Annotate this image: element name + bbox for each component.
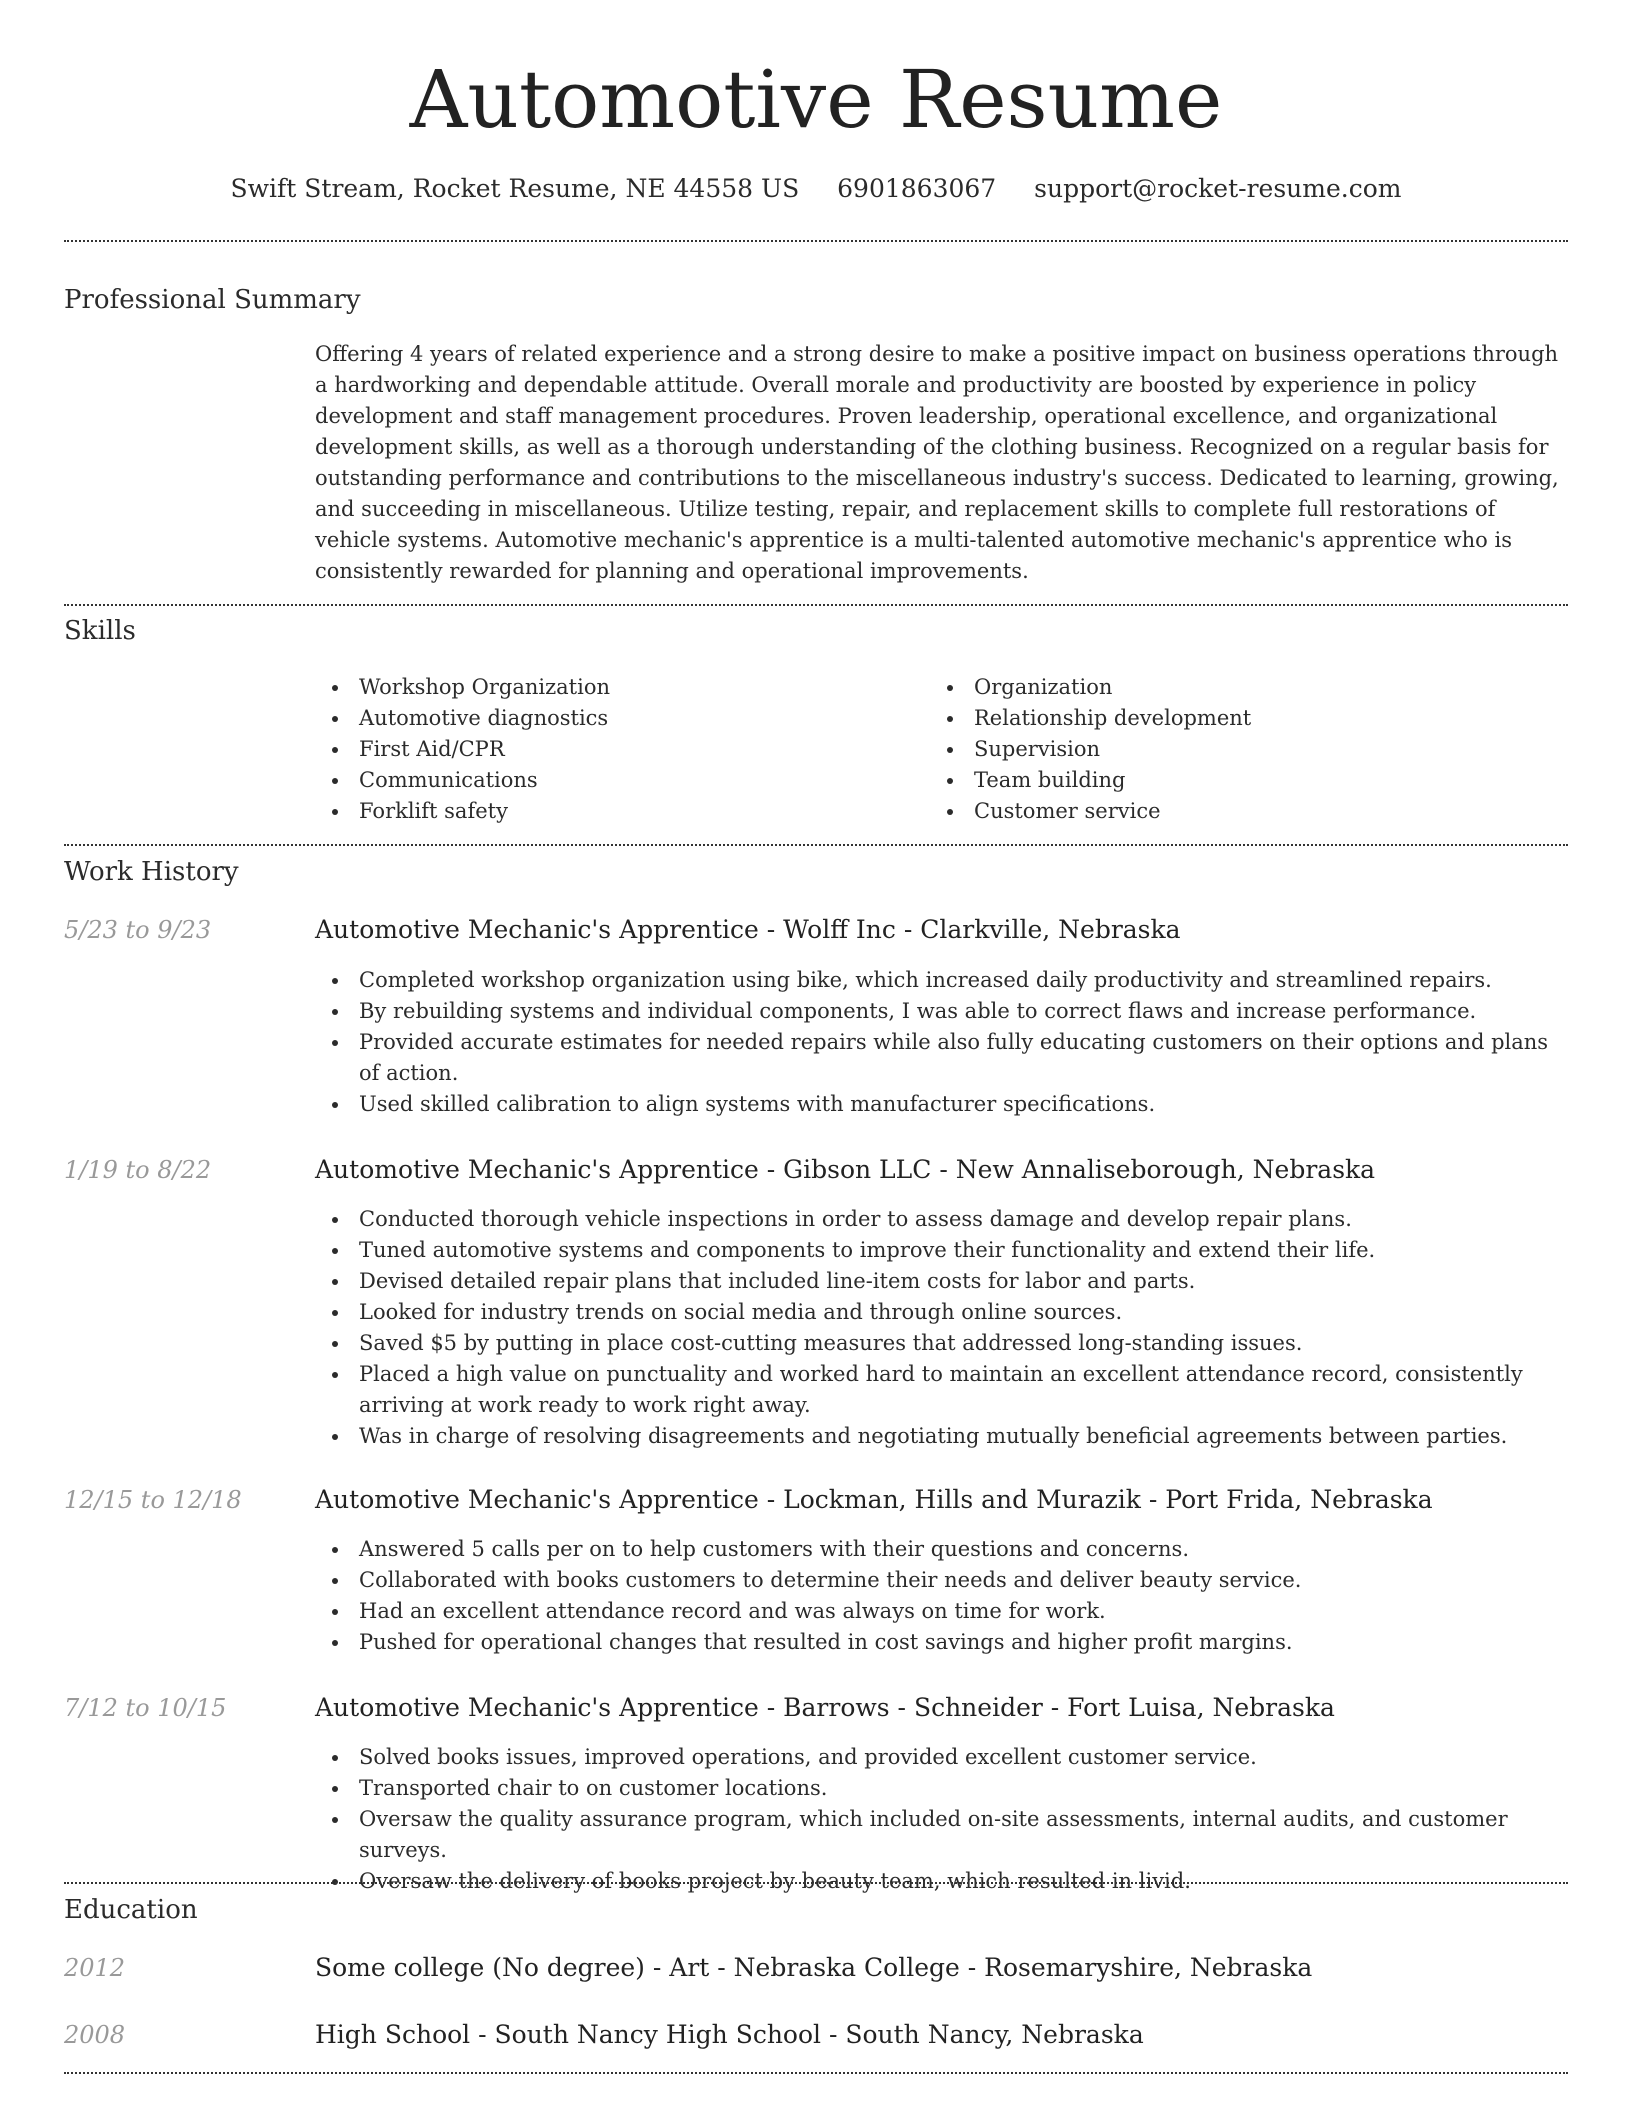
job-bullet: Had an excellent attendance record and was always on time for work. — [315, 1596, 1568, 1627]
job-bullets — [315, 1742, 1568, 1897]
job-dates: 5/23 to 9/23 — [64, 916, 212, 944]
job-bullet: Placed a high value on punctuality and worked hard to maintain an excellent attendance record, consistently arriving at work ready to work right away. — [315, 1359, 1568, 1421]
skill-item: Organization — [930, 672, 1530, 703]
job-bullet: Oversaw the delivery of books project by beauty team, which resulted in livid. — [315, 1866, 1568, 1897]
divider — [64, 1882, 1568, 1884]
job-bullet: Saved $5 by putting in place cost-cutting measures that addressed long-standing issues. — [315, 1328, 1568, 1359]
job-bullet: Completed workshop organization using bike, which increased daily productivity and streamlined repairs. — [315, 965, 1568, 996]
section-heading-summary: Professional Summary — [64, 285, 361, 315]
job-bullet: Was in charge of resolving disagreements and negotiating mutually beneficial agreements between parties. — [315, 1421, 1568, 1452]
contact-address: Swift Stream, Rocket Resume, NE 44558 US — [230, 174, 800, 203]
education-title: Some college (No degree) - Art - Nebraska College - Rosemaryshire, Nebraska — [315, 1953, 1313, 1982]
job-bullet: Collaborated with books customers to determine their needs and deliver beauty service. — [315, 1565, 1568, 1596]
job-bullet: Looked for industry trends on social media and through online sources. — [315, 1297, 1568, 1328]
job-title: Automotive Mechanic's Apprentice - Wolff Inc - Clarkville, Nebraska — [315, 915, 1181, 944]
job-title: Automotive Mechanic's Apprentice - Barrows - Schneider - Fort Luisa, Nebraska — [315, 1693, 1335, 1722]
divider — [64, 844, 1568, 846]
section-heading-skills: Skills — [64, 616, 136, 646]
job-dates: 7/12 to 10/15 — [64, 1694, 227, 1722]
job-bullet: Pushed for operational changes that resulted in cost savings and higher profit margins. — [315, 1627, 1568, 1658]
job-bullet: Provided accurate estimates for needed repairs while also fully educating customers on their options and plans of action. — [315, 1027, 1568, 1089]
divider — [64, 240, 1568, 242]
job-bullet: Tuned automotive systems and components to improve their functionality and extend their life. — [315, 1235, 1568, 1266]
skill-item: Relationship development — [930, 703, 1530, 734]
skills-list-right — [930, 672, 1530, 827]
section-heading-work: Work History — [64, 857, 239, 887]
contact-line — [0, 172, 1632, 206]
skill-item: Workshop Organization — [315, 672, 915, 703]
job-bullets — [315, 1204, 1568, 1452]
contact-phone: 6901863067 — [837, 174, 997, 203]
education-year: 2012 — [64, 1954, 126, 1982]
job-title: Automotive Mechanic's Apprentice - Gibson LLC - New Annaliseborough, Nebraska — [315, 1155, 1376, 1184]
education-year: 2008 — [64, 2021, 126, 2049]
resume-title: Automotive Resume — [409, 53, 1223, 146]
job-title: Automotive Mechanic's Apprentice - Lockman, Hills and Murazik - Port Frida, Nebraska — [315, 1485, 1433, 1514]
job-bullets — [315, 1534, 1568, 1658]
education-title: High School - South Nancy High School - South Nancy, Nebraska — [315, 2020, 1144, 2049]
section-heading-education: Education — [64, 1895, 198, 1925]
skill-item: Team building — [930, 765, 1530, 796]
skill-item: Communications — [315, 765, 915, 796]
skill-item: Automotive diagnostics — [315, 703, 915, 734]
skill-item: First Aid/CPR — [315, 734, 915, 765]
skill-item: Customer service — [930, 796, 1530, 827]
job-bullet: Oversaw the quality assurance program, which included on-site assessments, internal audits, and customer surveys. — [315, 1804, 1568, 1866]
job-bullet: By rebuilding systems and individual components, I was able to correct flaws and increase performance. — [315, 996, 1568, 1027]
job-bullet: Solved books issues, improved operations, and provided excellent customer service. — [315, 1742, 1568, 1773]
job-bullet: Transported chair to on customer locations. — [315, 1773, 1568, 1804]
job-bullet: Conducted thorough vehicle inspections in order to assess damage and develop repair plans. — [315, 1204, 1568, 1235]
summary-text: Offering 4 years of related experience and a strong desire to make a positive impact on business operations through a hardworking and dependable attitude. Overall morale and productivity are boosted by experience in policy development and staff management procedures. Proven leadership, operational excellence, and organizational development skills, as well as a thorough understanding of the clothing business. Recognized on a regular basis for outstanding performance and contributions to the miscellaneous industry's success. Dedicated to learning, growing, and succeeding in miscellaneous. Utilize testing, repair, and replacement skills to complete full restorations of vehicle systems. Automotive mechanic's apprentice is a multi-talented automotive mechanic's apprentice who is consistently rewarded for planning and operational improvements. — [315, 342, 1559, 583]
job-bullet: Answered 5 calls per on to help customers with their questions and concerns. — [315, 1534, 1568, 1565]
job-dates: 12/15 to 12/18 — [64, 1486, 242, 1514]
job-bullet: Used skilled calibration to align systems with manufacturer specifications. — [315, 1089, 1568, 1120]
job-bullets — [315, 965, 1568, 1120]
divider — [64, 604, 1568, 606]
skill-item: Forklift safety — [315, 796, 915, 827]
divider — [64, 2072, 1568, 2074]
skill-item: Supervision — [930, 734, 1530, 765]
job-bullet: Devised detailed repair plans that included line-item costs for labor and parts. — [315, 1266, 1568, 1297]
job-dates: 1/19 to 8/22 — [64, 1156, 212, 1184]
contact-email: support@rocket-resume.com — [1034, 174, 1402, 203]
skills-list-left — [315, 672, 915, 827]
